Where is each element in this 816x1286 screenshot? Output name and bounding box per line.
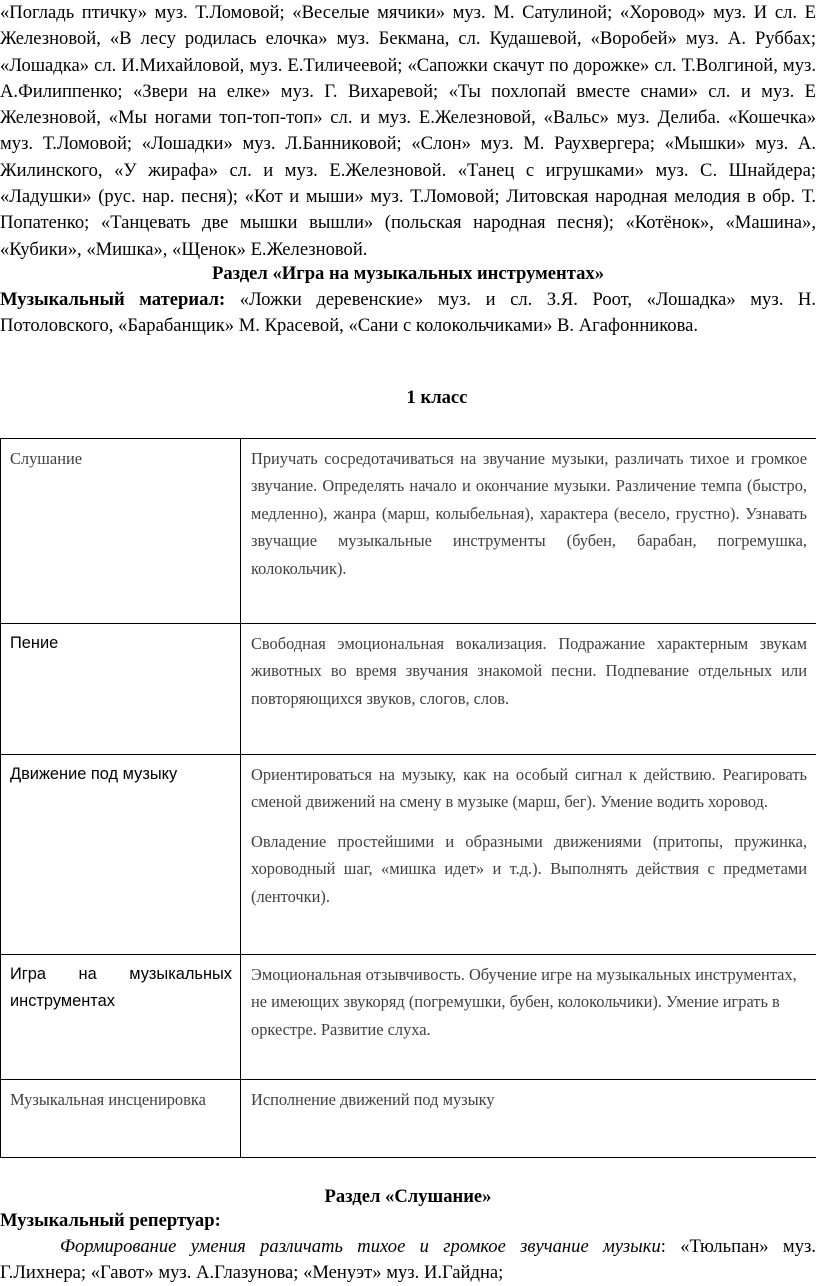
activity-name: Движение под музыку [1,755,240,788]
grade-1-plan-table [0,438,816,1158]
table-row [1,624,816,755]
material-label: Музыкальный материал: [0,289,225,310]
description-text [241,439,816,582]
material-text: «Ложки деревенские» муз. и сл. З.Я. Роот, «Лошадка» муз. Н. Потоловского, «Барабанщик» М. Красевой, «Сани с колокольчиками» В. Агафонникова. [0,289,816,336]
description-cell [241,439,816,624]
activity-name: Игра на музыкальных инструментах [1,955,240,1015]
table-row [1,955,816,1080]
activity-cell [1,755,241,955]
grade-title: 1 класс [0,385,816,411]
intro-repertoire-paragraph: «Погладь птичку» муз. Т.Ломовой; «Веселые мячики» муз. М. Сатулиной; «Хоровод» муз. И сл. Е Железновой, «В лесу родилась елочка» муз. Бекмана, сл. Кудашевой, «Воробей» муз. А. Руббах; «Лошадка» сл. И.Михайловой, муз. Е.Тиличеевой; «Сапожки скачут по дорожке» сл. Т.Волгиной, муз. А.Филиппенко; «Звери на елке» муз. Г. Вихаревой; «Ты похлопай вместе снами» сл. и муз. Е Железновой, «Мы ногами топ-топ-топ» сл. и муз. Е.Железновой, «Вальс» муз. Делиба. «Кошечка» муз. Т.Ломовой; «Лошадки» муз. Л.Банниковой; «Слон» муз. М. Раухвергера; «Мышки» муз. А. Жилинского, «У жирафа» сл. и муз. Е.Железновой. «Танец с игрушками» муз. С. Шнайдера; «Ладушки» (рус. нар. песня); «Кот и мыши» муз. Т.Ломовой; Литовская народная мелодия в обр. Т. Попатенко; «Танцевать две мышки вышли» (польская народная песня); «Котёнок», «Машина», «Кубики», «Мишка», «Щенок» Е.Железновой. [0,0,816,263]
repertoire-items: : «Тюльпан» муз. Г.Лихнера; «Гавот» муз. А.Глазунова; «Менуэт» муз. И.Гайдна; [0,1236,816,1283]
instruments-section-title: Раздел «Игра на музыкальных инструментах» [0,261,816,287]
description-cell [241,624,816,755]
description-text [241,624,816,712]
instruments-material-paragraph [0,287,816,339]
repertoire-label: Музыкальный репертуар: [0,1208,816,1234]
activity-cell [1,1080,241,1158]
activity-cell [1,624,241,755]
activity-name: Музыкальная инсценировка [1,1080,240,1113]
description-cell [241,955,816,1080]
description-paragraph: Свободная эмоциональная вокализация. Подражание характерным звукам животных во время звучания знакомой песни. Подпевание отдельных или повторяющихся звуков, слогов, слов. [251,630,807,712]
activity-name: Пение [1,624,240,657]
description-text [241,955,816,1043]
description-paragraph: Ориентироваться на музыку, как на особый сигнал к действию. Реагировать сменой движений на смену в музыке (марш, бег). Умение водить хоровод. [251,761,807,816]
description-paragraph: Эмоциональная отзывчивость. Обучение игре на музыкальных инструментах, не имеющих звукоряд (погремушки, бубен, колокольчики). Умение играть в оркестре. Развитие слуха. [251,961,807,1043]
description-text [241,755,816,910]
table-row [1,1080,816,1158]
activity-cell [1,439,241,624]
description-text [241,1080,816,1113]
description-cell [241,755,816,955]
description-paragraph: Исполнение движений под музыку [251,1086,807,1113]
description-paragraph: Приучать сосредотачиваться на звучание музыки, различать тихое и громкое звучание. Определять начало и окончание музыки. Различение темпа (быстро, медленно), жанра (марш, колыбельная), характера (весело, грустно). Узнавать звучащие музыкальные инструменты (бубен, барабан, погремушка, колокольчик). [251,445,807,582]
repertoire-paragraph [0,1234,816,1286]
table-row [1,755,816,955]
table-row [1,439,816,624]
listening-section-title: Раздел «Слушание» [0,1184,816,1210]
description-paragraph: Овладение простейшими и образными движениями (притопы, пружинка, хороводный шаг, «мишка идет» и т.д.). Выполнять действия с предметами (ленточки). [251,828,807,910]
activity-cell [1,955,241,1080]
activity-name: Слушание [1,439,240,472]
description-cell [241,1080,816,1158]
repertoire-goal: Формирование умения различать тихое и громкое звучание музыки [60,1236,661,1257]
